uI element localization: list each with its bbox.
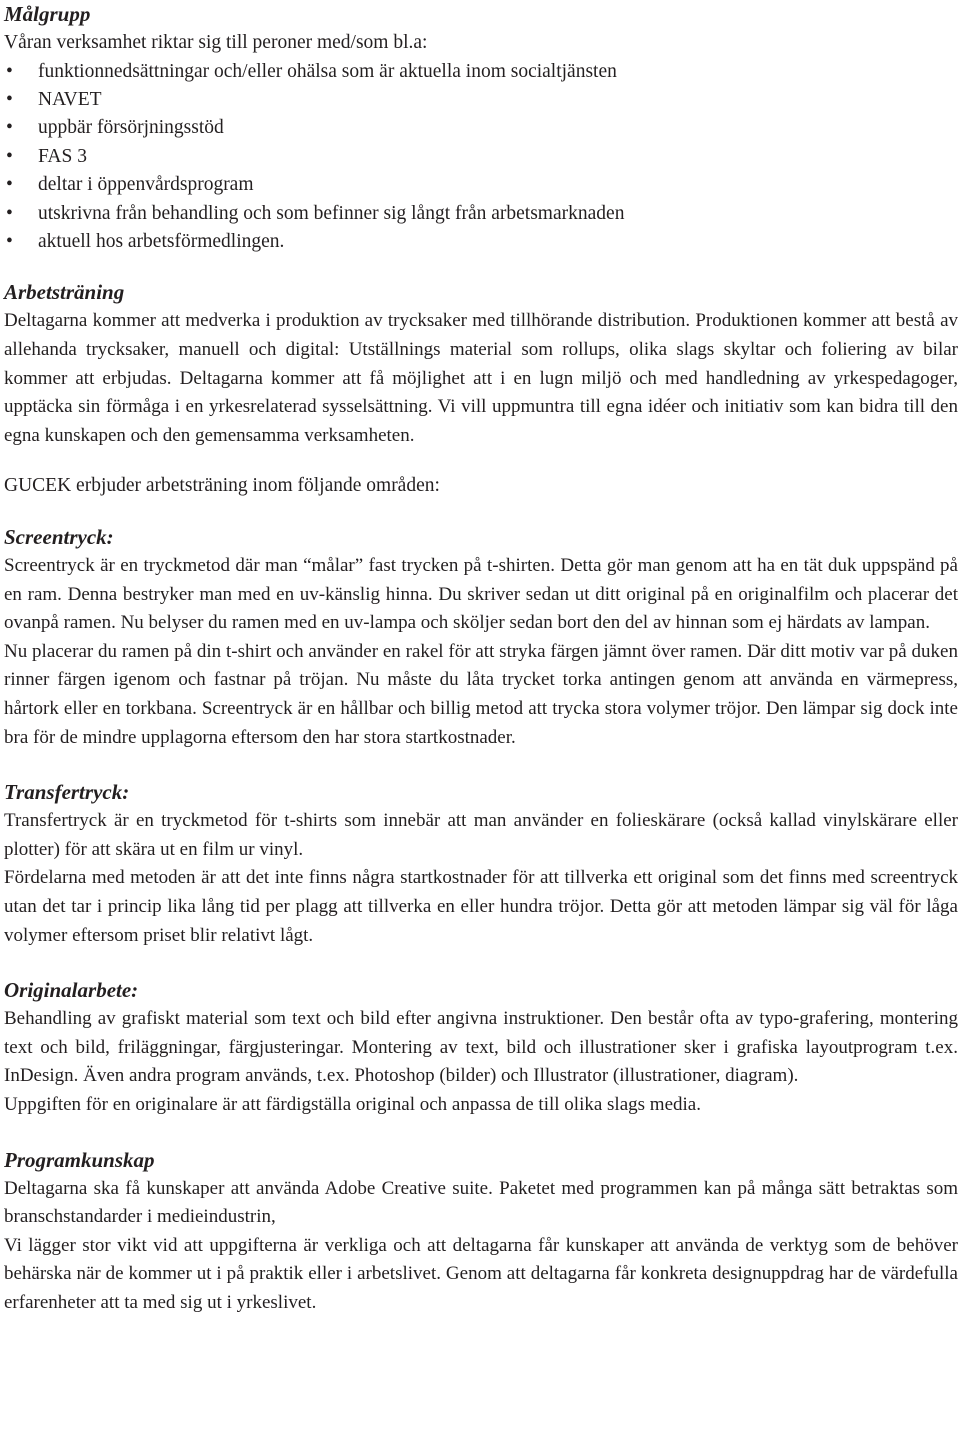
originalarbete-paragraph-2: Uppgiften för en originalare är att färdigställa original och anpassa de till olika slags media.	[4, 1093, 701, 1115]
section-transfertryck	[4, 778, 958, 950]
bullet-icon: •	[6, 145, 13, 167]
list-item: • aktuell hos arbetsförmedlingen.	[4, 228, 958, 256]
bullet-icon: •	[6, 174, 13, 196]
section-originalarbete	[4, 976, 958, 1119]
heading-screentryck: Screentryck:	[4, 525, 114, 549]
section-arbetstraning	[4, 278, 958, 450]
section-malgrupp	[4, 0, 958, 256]
list-item: • NAVET	[4, 86, 958, 114]
list-item: • deltar i öppenvårdsprogram	[4, 171, 958, 199]
screentryck-paragraph-1: Screentryck är en tryckmetod där man “målar” fast trycken på t-shirten. Detta gör man genom att ha en tät duk uppspänd på en ram. Denna bestryker man med en uv-känslig hinna. Du skriver sedan ut ditt original på en originalfilm och placerar det ovanpå ramen. Nu belyser du ramen med en uv-lampa och sköljer sedan bort den del av hinnan som ej härdats av lampan.	[4, 555, 958, 634]
malgrupp-list	[4, 58, 958, 257]
programkunskap-paragraph-2: Vi lägger stor vikt vid att uppgifterna är verkliga och att deltagarna får kunskaper att använda de verktyg som de behöver behärska när de kommer ut i på praktik eller i arbetslivet. Genom att deltagarna får konkreta designuppdrag har de värdefulla erfarenheter att ta med sig ut i yrkeslivet.	[4, 1234, 958, 1313]
list-item: • uppbär försörjningsstöd	[4, 114, 958, 142]
originalarbete-paragraph-1: Behandling av grafiskt material som text och bild efter angivna instruktioner. Den består ofta av typo-grafering, montering text och bild, friläggningar, färgjusteringar. Montering av text, bild och illustrationer sker i grafiska layoutprogram t.ex. InDesign. Även andra program används, t.ex. Photoshop (bilder) och Illustrator (illustrationer, diagram).	[4, 1008, 958, 1087]
section-screentryck	[4, 523, 958, 752]
screentryck-paragraph-2: Nu placerar du ramen på din t-shirt och använder en rakel för att stryka färgen jämnt över ramen. Där ditt motiv var på duken rinner färgen igenom och fastnar på tröjan. Nu måste du låta trycket torka antingen genom att använda en värmepress, hårtork eller en torkbana. Screentryck är en hållbar och billig metod att trycka stora volymer tröjor. Den lämpar sig dock inte bra för de mindre upplagorna eftersom den har stora startkostnader.	[4, 640, 958, 748]
bullet-icon: •	[6, 89, 13, 110]
section-programkunskap	[4, 1146, 958, 1318]
bullet-icon: •	[6, 202, 13, 224]
gucek-text: GUCEK erbjuder arbetsträning inom följande områden:	[4, 475, 440, 497]
programkunskap-paragraph-1: Deltagarna ska få kunskaper att använda Adobe Creative suite. Paketet med programmen kan på många sätt betraktas som branschstandarder i medieindustrin,	[4, 1177, 958, 1228]
heading-malgrupp: Målgrupp	[4, 2, 91, 26]
heading-originalarbete: Originalarbete:	[4, 978, 139, 1003]
bullet-icon: •	[6, 117, 13, 139]
arbetstraning-text: Deltagarna kommer att medverka i produktion av trycksaker med tillhörande distribution. Produktionen kommer att bestå av allehanda trycksaker, manuell och digital: Utställnings material som rollups, olika slags skyltar och foliering av bilar kommer att erbjudas. Deltagarna kommer att få möjlighet att i en lugn miljö och med handledning av yrkespedagoger, upptäcka sin förmåga i en yrkesrelaterad sysselsättning. Vi vill uppmuntra till egna idéer och initiativ som kan bidra till den egna kunskapen och den gemensamma verksamheten.	[4, 310, 958, 446]
list-item: • funktionnedsättningar och/eller ohälsa som är aktuella inom socialtjänsten	[4, 58, 958, 86]
heading-programkunskap: Programkunskap	[4, 1147, 155, 1172]
heading-transfertryck: Transfertryck:	[4, 780, 130, 805]
transfertryck-paragraph-2: Fördelarna med metoden är att det inte finns några startkostnader för att tillverka ett original som det finns med screentryck utan det tar i princip lika lång tid per plagg att tillverka en eller hundra tröjor. Detta gör att metoden lämpar sig väl för låga volymer eftersom priset blir relativt lågt.	[4, 867, 958, 946]
document-page	[4, 0, 958, 1317]
list-item: • utskrivna från behandling och som befinner sig långt från arbetsmarknaden	[4, 200, 958, 228]
malgrupp-intro: Våran verksamhet riktar sig till peroner med/som bl.a:	[4, 32, 428, 53]
bullet-icon: •	[6, 231, 13, 253]
bullet-icon: •	[6, 60, 13, 82]
transfertryck-paragraph-1: Transfertryck är en tryckmetod för t-shirts som innebär att man använder en folieskärare (också kallad vinylskärare eller plotter) för att skära ut en film ur vinyl.	[4, 810, 958, 860]
heading-arbetstraning: Arbetsträning	[4, 280, 125, 305]
list-item: • FAS 3	[4, 143, 958, 171]
